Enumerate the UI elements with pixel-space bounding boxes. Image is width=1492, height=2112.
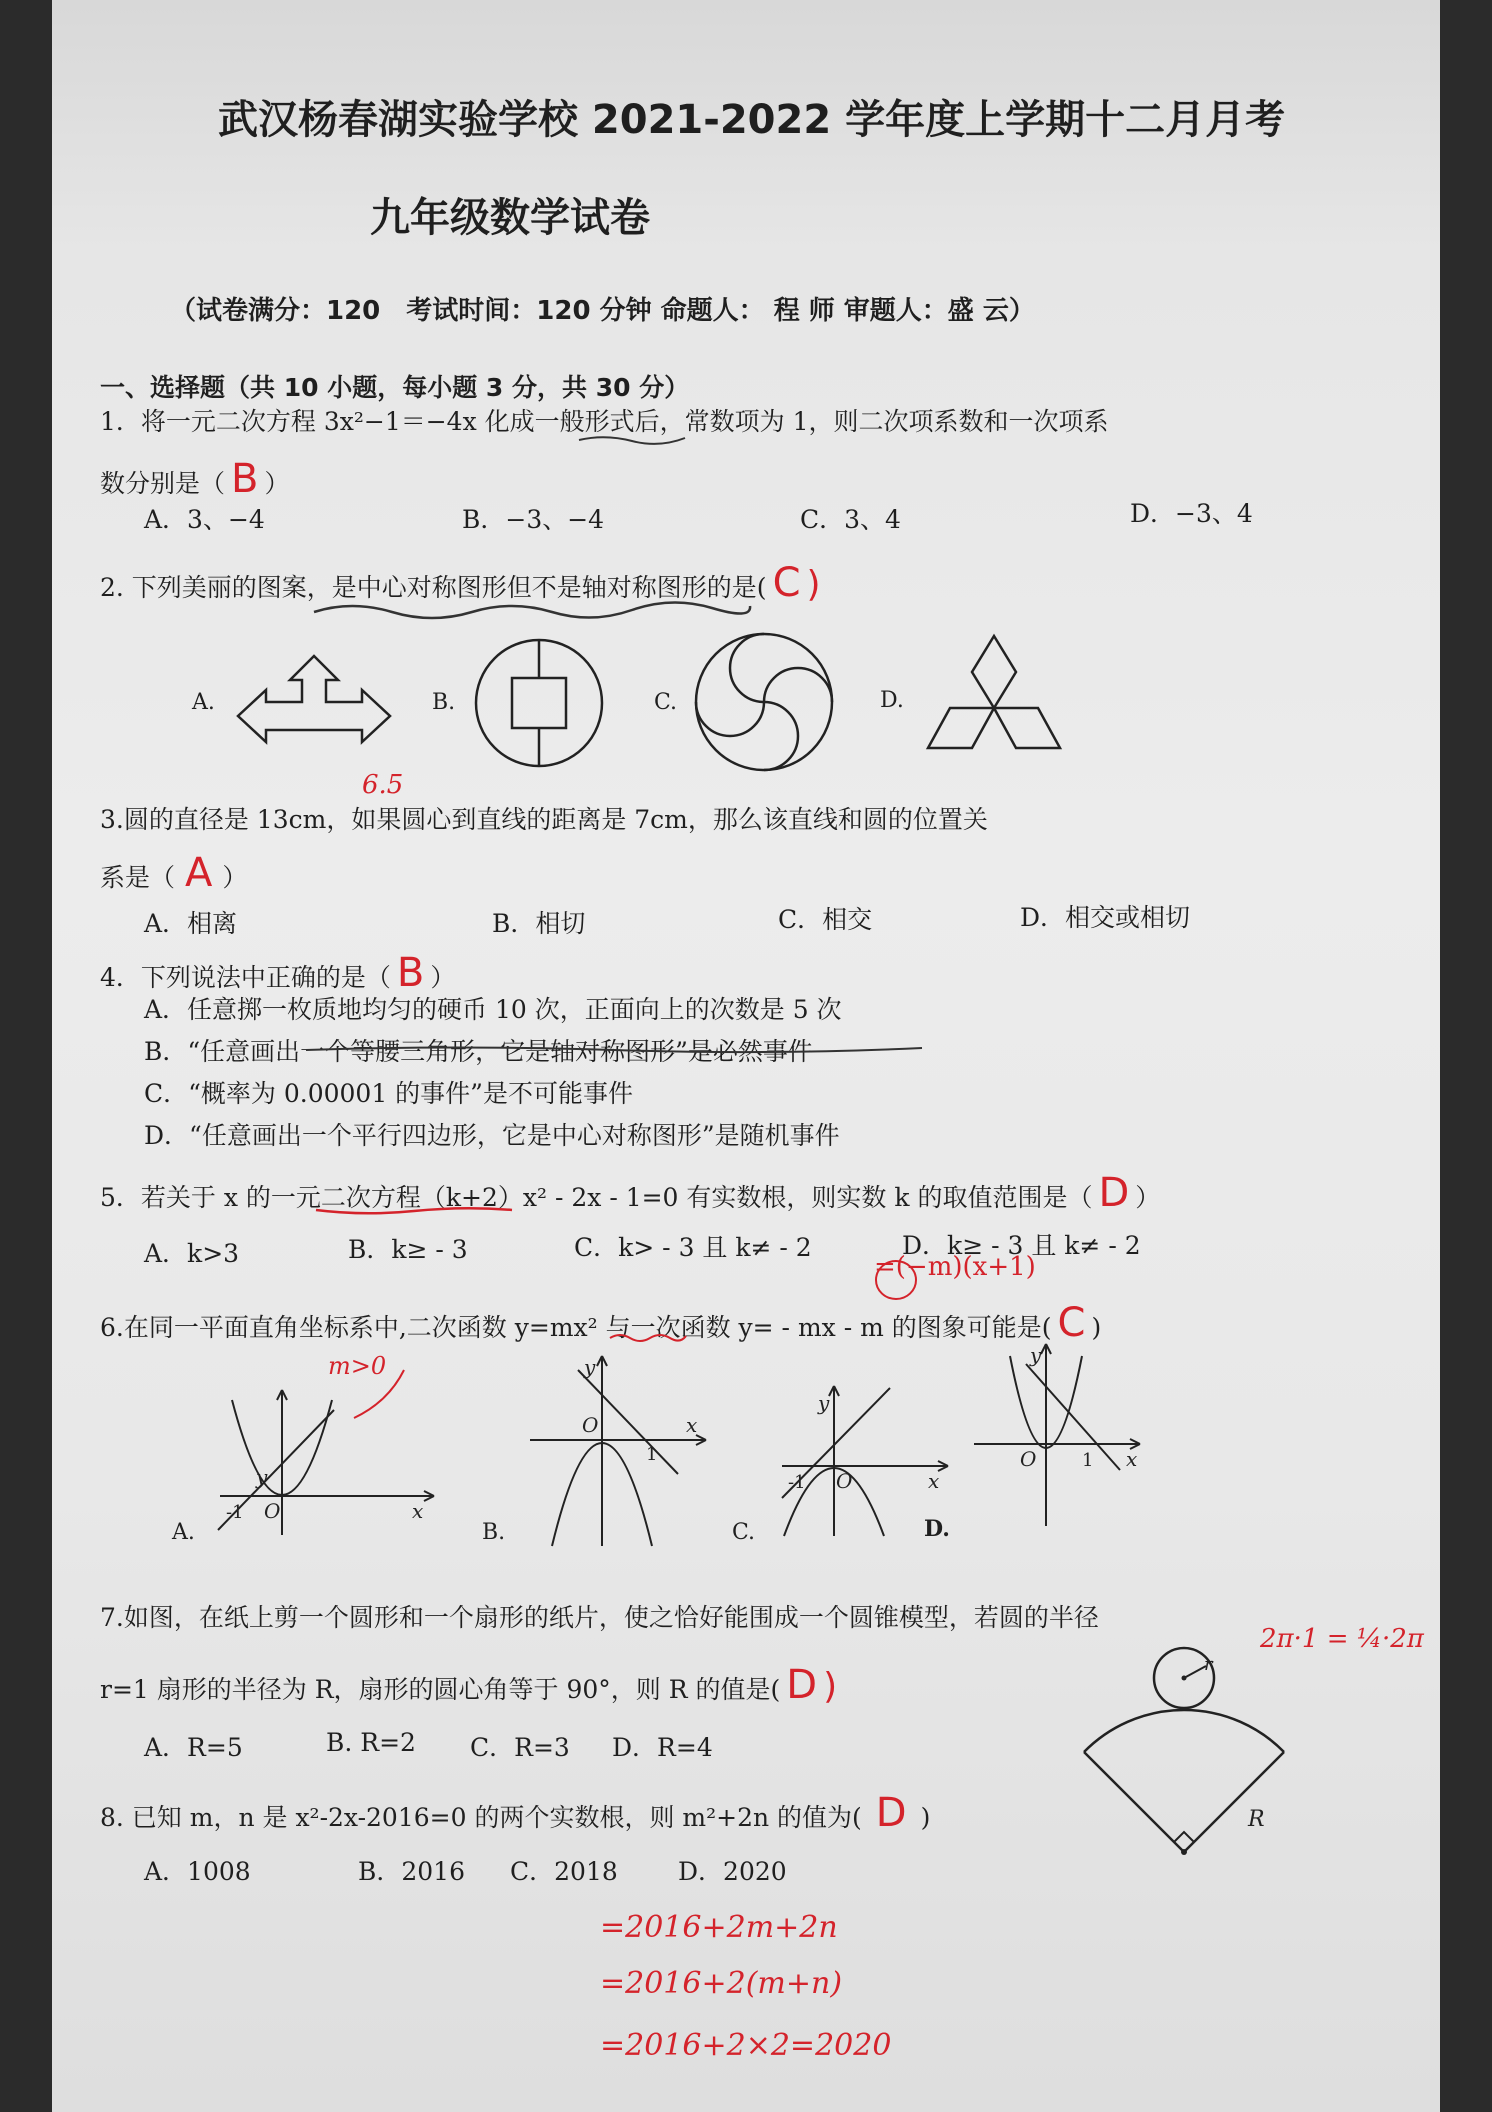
q7-R-label: R <box>1248 1807 1265 1832</box>
exam-title: 武汉杨春湖实验学校 2021-2022 学年度上学期十二月月考 <box>218 97 1286 143</box>
q8-option-d: D．2020 <box>678 1857 787 1886</box>
q6-label-d: D. <box>924 1516 950 1542</box>
q2-answer: C <box>772 560 801 606</box>
q3-answer: A <box>185 850 213 896</box>
q4-strikethrough <box>304 1042 924 1056</box>
q1-option-d: D．−3、4 <box>1130 499 1253 528</box>
q6-label-b: B. <box>482 1520 506 1545</box>
q7-line1: 7.如图，在纸上剪一个圆形和一个扇形的纸片，使之恰好能围成一个圆锥模型，若圆的半径 <box>100 1603 1099 1632</box>
q6-graph-note: m>0 <box>328 1352 387 1380</box>
q8-work-line1: =2016+2m+2n <box>600 1910 838 1945</box>
q6-note: =(−m)(x+1) <box>874 1252 1036 1282</box>
q6-d-origin-label: O <box>1020 1447 1037 1471</box>
exam-paper <box>52 0 1440 2112</box>
q1-underline-mark <box>577 432 687 448</box>
q7-option-c: C．R=3 <box>470 1733 570 1762</box>
q2-wavy-underline <box>312 598 752 624</box>
q6-graph-d <box>970 1340 1150 1530</box>
q6-graph-b <box>522 1350 712 1550</box>
q5-option-d: D．k≥ - 3 且 k≠ - 2 <box>902 1231 1141 1260</box>
q3-option-d: D．相交或相切 <box>1020 903 1191 932</box>
q6-c-x-label: x <box>928 1469 940 1493</box>
q5-stem: 5．若关于 x 的一元二次方程（k+2）x² - 2x - 1=0 有实数根，则实数 k 的取值范围是（ D ） <box>100 1170 1161 1216</box>
q8-work-line2: =2016+2(m+n) <box>600 1966 843 2001</box>
q6-c-neg1-label: -1 <box>788 1472 806 1493</box>
q6-c-y-label: y <box>818 1391 830 1415</box>
q2-figure-a-arrows <box>234 652 394 752</box>
q4-option-d: D．“任意画出一个平行四边形，它是中心对称图形”是随机事件 <box>144 1121 840 1150</box>
q6-label-c: C. <box>732 1520 756 1545</box>
q6-c-origin-label: O <box>836 1469 853 1493</box>
q4-stem: 4．下列说法中正确的是（ B ） <box>100 950 456 996</box>
q6-d-one-label: 1 <box>1082 1450 1094 1471</box>
q8-option-b: B．2016 <box>358 1857 465 1886</box>
q2-label-c: C. <box>654 690 678 715</box>
q1-line1: 1．将一元二次方程 3x²−1＝−4x 化成一般形式后，常数项为 1，则二次项系数和一次项系 <box>100 407 1109 436</box>
q2-label-b: B. <box>432 690 456 715</box>
q2-figure-b-coin <box>472 636 606 770</box>
q6-b-y-label: y <box>584 1355 596 1379</box>
q7-side-note: 2π·1 = ¼·2π <box>1260 1624 1424 1654</box>
q6-b-origin-label: O <box>582 1413 599 1437</box>
q3-note: 6.5 <box>362 770 404 800</box>
q3-option-a: A．相离 <box>144 909 238 938</box>
q5-option-a: A．k>3 <box>144 1239 240 1268</box>
q5-red-underline <box>314 1204 514 1218</box>
q6-stem: 6.在同一平面直角坐标系中,二次函数 y=mx² 与一次函数 y= - mx - m 的图象可能是( C ) <box>100 1300 1102 1346</box>
q2-figure-d-diamonds <box>922 632 1066 756</box>
q3-option-c: C．相交 <box>778 905 873 934</box>
q1-option-a: A．3、−4 <box>144 505 265 534</box>
q7-r-label: r <box>1204 1654 1213 1675</box>
q8-work-line3: =2016+2×2=2020 <box>600 2028 892 2063</box>
q6-a-red-curve <box>348 1362 478 1422</box>
q7-cone-figure <box>1072 1640 1292 1870</box>
q3-option-b: B．相切 <box>492 909 586 938</box>
q5-option-c: C．k> - 3 且 k≠ - 2 <box>574 1233 812 1262</box>
q7-option-d: D．R=4 <box>612 1733 713 1762</box>
q8-option-a: A．1008 <box>144 1857 251 1886</box>
q6-a-origin-label: O <box>264 1499 281 1523</box>
q6-label-a: A. <box>172 1520 195 1545</box>
q7-option-a: A．R=5 <box>144 1733 243 1762</box>
q5-option-b: B．k≥ - 3 <box>348 1235 468 1264</box>
q2-stem: 2. 下列美丽的图案，是中心对称图形但不是轴对称图形的是( C ) <box>100 560 821 606</box>
q6-a-y-label: y <box>256 1465 268 1489</box>
q6-answer: C <box>1057 1300 1086 1346</box>
exam-info: （试卷满分：120 考试时间：120 分钟 命题人： 程 师 审题人：盛 云） <box>170 296 1035 326</box>
q6-red-scribble <box>608 1330 688 1344</box>
q8-option-c: C．2018 <box>510 1857 618 1886</box>
q5-answer: D <box>1098 1170 1130 1216</box>
q8-stem: 8. 已知 m，n 是 x²-2x-2016=0 的两个实数根，则 m²+2n 的值为( D ) <box>100 1790 931 1836</box>
q2-figure-c-pinwheel <box>692 630 836 774</box>
q6-a-neg1-label: -1 <box>226 1502 244 1523</box>
exam-subtitle: 九年级数学试卷 <box>370 195 650 241</box>
q8-answer: D <box>875 1790 907 1836</box>
q6-d-y-label: y <box>1030 1343 1042 1367</box>
q6-a-x-label: x <box>412 1499 424 1523</box>
q1-option-c: C．3、4 <box>800 505 901 534</box>
q6-d-x-label: x <box>1126 1447 1138 1471</box>
q1-option-b: B．−3、−4 <box>462 505 605 534</box>
q4-option-c: C．“概率为 0.00001 的事件”是不可能事件 <box>144 1079 633 1108</box>
q6-b-x-label: x <box>686 1413 698 1437</box>
q4-answer: B <box>396 950 425 996</box>
q4-option-a: A．任意掷一枚质地均匀的硬币 10 次，正面向上的次数是 5 次 <box>144 995 842 1024</box>
q7-answer: D <box>786 1662 818 1708</box>
q7-option-b: B. R=2 <box>326 1728 416 1757</box>
q2-label-a: A. <box>192 690 215 715</box>
q3-line1: 3.圆的直径是 13cm，如果圆心到直线的距离是 7cm，那么该直线和圆的位置关 <box>100 805 988 834</box>
q1-answer: B <box>231 456 259 502</box>
q2-label-d: D. <box>880 688 904 713</box>
q4-option-b: B．“任意画出一个等腰三角形，它是轴对称图形”是必然事件 <box>144 1037 813 1066</box>
q6-b-one-label: 1 <box>646 1444 658 1465</box>
q7-line2: r=1 扇形的半径为 R，扇形的圆心角等于 90°，则 R 的值是( D ) <box>100 1662 838 1708</box>
q6-red-circle-mark <box>862 1258 918 1304</box>
q3-line2: 系是（ A ） <box>100 850 248 896</box>
section-heading: 一、选择题（共 10 小题，每小题 3 分，共 30 分） <box>100 373 690 402</box>
q1-line2: 数分别是（ B ） <box>100 456 290 502</box>
